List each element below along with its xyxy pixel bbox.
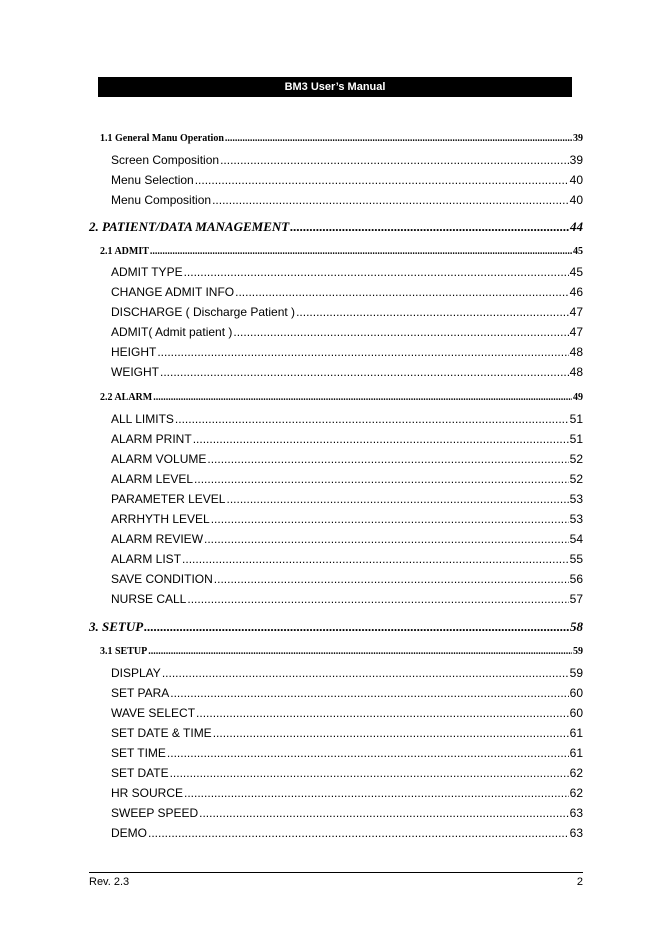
toc-dot-leader bbox=[170, 766, 569, 780]
toc-entry-page: 54 bbox=[569, 532, 583, 546]
toc-dot-leader bbox=[148, 646, 572, 657]
toc-entry[interactable] bbox=[111, 365, 583, 381]
toc-entry[interactable] bbox=[100, 392, 583, 406]
toc-entry[interactable] bbox=[111, 173, 583, 189]
toc-entry-page: 53 bbox=[569, 492, 583, 506]
toc-entry-page: 46 bbox=[569, 285, 583, 299]
toc-entry-title: Screen Composition bbox=[111, 153, 220, 167]
toc-entry-title: Menu Composition bbox=[111, 193, 212, 207]
toc-entry[interactable] bbox=[111, 305, 583, 321]
toc-entry-title: SET PARA bbox=[111, 686, 170, 700]
toc-entry[interactable] bbox=[111, 472, 583, 488]
toc-entry[interactable] bbox=[111, 786, 583, 802]
toc-entry[interactable] bbox=[111, 572, 583, 588]
toc-entry-page: 58 bbox=[570, 619, 583, 634]
toc-dot-leader bbox=[214, 572, 569, 586]
toc-dot-leader bbox=[157, 345, 568, 359]
toc-entry-page: 51 bbox=[569, 432, 583, 446]
toc-entry-page: 53 bbox=[569, 512, 583, 526]
toc-dot-leader bbox=[211, 512, 569, 526]
toc-entry-page: 59 bbox=[569, 666, 583, 680]
toc-dot-leader bbox=[204, 532, 569, 546]
toc-entry-page: 62 bbox=[569, 766, 583, 780]
toc-entry-title: PARAMETER LEVEL bbox=[111, 492, 226, 506]
toc-entry-title: DEMO bbox=[111, 826, 147, 840]
toc-dot-leader bbox=[193, 432, 569, 446]
toc-entry-page: 61 bbox=[569, 746, 583, 760]
toc-entry-title: SAVE CONDITION bbox=[111, 572, 213, 586]
toc-entry-title: 2.1 ADMIT bbox=[100, 246, 149, 257]
toc-entry-title: DISCHARGE ( Discharge Patient ) bbox=[111, 305, 296, 319]
toc-entry-page: 56 bbox=[569, 572, 583, 586]
toc-entry[interactable] bbox=[89, 619, 583, 637]
toc-entry-page: 45 bbox=[573, 246, 583, 257]
toc-entry-page: 62 bbox=[569, 786, 583, 800]
toc-dot-leader bbox=[195, 173, 569, 187]
toc-entry-page: 60 bbox=[569, 686, 583, 700]
toc-entry[interactable] bbox=[111, 532, 583, 548]
toc-dot-leader bbox=[148, 826, 569, 840]
footer-divider bbox=[89, 872, 583, 873]
toc-dot-leader bbox=[153, 392, 572, 403]
toc-entry-title: 3.1 SETUP bbox=[100, 646, 148, 657]
toc-dot-leader bbox=[162, 666, 569, 680]
toc-entry-title: 2.2 ALARM bbox=[100, 392, 153, 403]
toc-entry-page: 63 bbox=[569, 806, 583, 820]
toc-entry-title: WEIGHT bbox=[111, 365, 159, 379]
toc-entry[interactable] bbox=[100, 133, 583, 147]
toc-entry-page: 39 bbox=[573, 133, 583, 144]
toc-entry-page: 60 bbox=[569, 706, 583, 720]
toc-entry-page: 48 bbox=[569, 365, 583, 379]
toc-entry[interactable] bbox=[111, 412, 583, 428]
toc-entry-title: 3. SETUP bbox=[89, 619, 144, 634]
toc-entry[interactable] bbox=[111, 193, 583, 209]
toc-dot-leader bbox=[160, 365, 569, 379]
toc-dot-leader bbox=[196, 706, 569, 720]
toc-dot-leader bbox=[199, 806, 569, 820]
toc-entry[interactable] bbox=[111, 746, 583, 762]
toc-entry[interactable] bbox=[111, 432, 583, 448]
toc-entry-title: ADMIT( Admit patient ) bbox=[111, 325, 233, 339]
toc-entry[interactable] bbox=[111, 265, 583, 281]
toc-entry-title: Menu Selection bbox=[111, 173, 194, 187]
toc-dot-leader bbox=[175, 412, 569, 426]
toc-entry-title: CHANGE ADMIT INFO bbox=[111, 285, 235, 299]
toc-dot-leader bbox=[290, 219, 569, 235]
toc-entry[interactable] bbox=[111, 806, 583, 822]
toc-entry[interactable] bbox=[111, 666, 583, 682]
toc-entry-page: 48 bbox=[569, 345, 583, 359]
toc-entry[interactable] bbox=[111, 492, 583, 508]
toc-dot-leader bbox=[187, 592, 568, 606]
toc-entry[interactable] bbox=[111, 726, 583, 742]
toc-dot-leader bbox=[184, 786, 569, 800]
toc-entry[interactable] bbox=[100, 646, 583, 660]
toc-entry-page: 52 bbox=[569, 452, 583, 466]
toc-dot-leader bbox=[212, 193, 569, 207]
toc-dot-leader bbox=[225, 133, 572, 144]
toc-entry[interactable] bbox=[111, 826, 583, 842]
toc-entry-page: 40 bbox=[569, 193, 583, 207]
footer-revision: Rev. 2.3 bbox=[89, 876, 130, 888]
toc-entry-page: 57 bbox=[569, 592, 583, 606]
toc-entry-title: 1.1 General Manu Operation bbox=[100, 133, 224, 144]
toc-dot-leader bbox=[226, 492, 568, 506]
toc-entry-page: 44 bbox=[570, 219, 583, 234]
toc-entry[interactable] bbox=[111, 452, 583, 468]
toc-entry-title: SET TIME bbox=[111, 746, 166, 760]
toc-entry-title: SET DATE bbox=[111, 766, 169, 780]
toc-entry-page: 47 bbox=[569, 325, 583, 339]
toc-entry-title: NURSE CALL bbox=[111, 592, 187, 606]
toc-dot-leader bbox=[233, 325, 568, 339]
toc-dot-leader bbox=[184, 265, 569, 279]
toc-entry-title: ALARM PRINT bbox=[111, 432, 192, 446]
document-title: BM3 User’s Manual bbox=[284, 81, 386, 93]
toc-entry[interactable] bbox=[111, 592, 583, 608]
toc-entry-title: HR SOURCE bbox=[111, 786, 184, 800]
toc-entry-title: ARRHYTH LEVEL bbox=[111, 512, 210, 526]
toc-entry-page: 61 bbox=[569, 726, 583, 740]
toc-entry[interactable] bbox=[111, 153, 583, 169]
toc-dot-leader bbox=[167, 746, 569, 760]
toc-dot-leader bbox=[213, 726, 569, 740]
toc-entry[interactable] bbox=[100, 246, 583, 260]
toc-entry-title: HEIGHT bbox=[111, 345, 157, 359]
toc-entry-page: 63 bbox=[569, 826, 583, 840]
toc-entry-title: SWEEP SPEED bbox=[111, 806, 199, 820]
toc-entry-title: ALARM VOLUME bbox=[111, 452, 207, 466]
toc-dot-leader bbox=[207, 452, 568, 466]
toc-dot-leader bbox=[194, 472, 569, 486]
toc-entry-page: 51 bbox=[569, 412, 583, 426]
toc-entry-title: ALL LIMITS bbox=[111, 412, 174, 426]
toc-entry-title: WAVE SELECT bbox=[111, 706, 196, 720]
toc-entry[interactable] bbox=[111, 706, 583, 722]
toc-entry-title: ALARM REVIEW bbox=[111, 532, 204, 546]
toc-entry[interactable] bbox=[111, 766, 583, 782]
footer-page-number: 2 bbox=[576, 876, 583, 888]
toc-entry-title: SET DATE & TIME bbox=[111, 726, 212, 740]
toc-entry-page: 55 bbox=[569, 552, 583, 566]
toc-dot-leader bbox=[235, 285, 569, 299]
toc-entry[interactable] bbox=[111, 345, 583, 361]
toc-entry-page: 52 bbox=[569, 472, 583, 486]
toc-entry[interactable] bbox=[111, 512, 583, 528]
toc-entry[interactable] bbox=[111, 686, 583, 702]
toc-dot-leader bbox=[150, 246, 572, 257]
toc-dot-leader bbox=[182, 552, 569, 566]
toc-entry[interactable] bbox=[89, 219, 583, 237]
toc-entry-title: 2. PATIENT/DATA MANAGEMENT bbox=[89, 219, 290, 234]
toc-entry-page: 59 bbox=[573, 646, 583, 657]
toc-entry[interactable] bbox=[111, 552, 583, 568]
toc-entry-title: ALARM LEVEL bbox=[111, 472, 194, 486]
toc-dot-leader bbox=[170, 686, 568, 700]
toc-entry-page: 47 bbox=[569, 305, 583, 319]
toc-entry-title: ALARM LIST bbox=[111, 552, 182, 566]
toc-entry-page: 40 bbox=[569, 173, 583, 187]
toc-dot-leader bbox=[296, 305, 569, 319]
toc-entry[interactable] bbox=[111, 325, 583, 341]
toc-entry[interactable] bbox=[111, 285, 583, 301]
toc-dot-leader bbox=[144, 619, 569, 635]
toc-dot-leader bbox=[220, 153, 569, 167]
toc-entry-page: 49 bbox=[573, 392, 583, 403]
toc-entry-title: DISPLAY bbox=[111, 666, 161, 680]
toc-entry-page: 39 bbox=[569, 153, 583, 167]
toc-entry-page: 45 bbox=[569, 265, 583, 279]
toc-entry-title: ADMIT TYPE bbox=[111, 265, 183, 279]
